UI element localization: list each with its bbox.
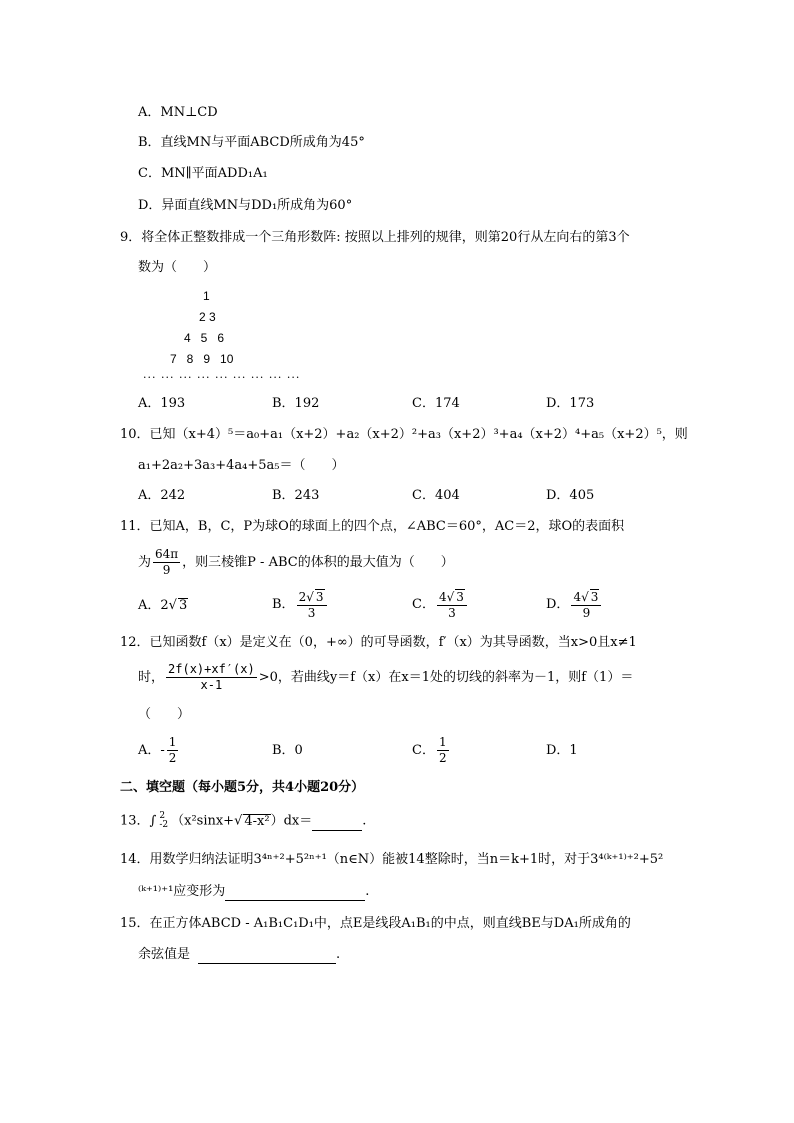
- q8-option-c: C．MN∥平面ADD₁A₁: [138, 166, 268, 181]
- q11-option-c-coef: 4: [438, 589, 447, 604]
- q12-pre: 时，: [138, 670, 165, 685]
- q13-upper-limit: 2: [159, 811, 166, 821]
- q15-stem-line2: [138, 946, 340, 964]
- q9-triangle-ellipsis: ··· ··· ··· ··· ··· ··· ··· ··· ···: [143, 371, 301, 384]
- q9-triangle-row4: 7 8 9 10: [170, 352, 234, 366]
- sqrt-icon: √: [168, 598, 177, 613]
- q11-option-d-radicand: 3: [590, 589, 599, 604]
- q14-tail: .: [365, 884, 370, 899]
- q11-option-b-fraction: [297, 589, 327, 621]
- q12-fraction: [166, 662, 257, 693]
- q11-option-d-num: [571, 589, 601, 606]
- q13-end: ）dx＝: [270, 813, 313, 829]
- q11-option-d-label: D．: [546, 597, 570, 612]
- q11-fraction: [153, 547, 180, 578]
- q10-stem-line1: 10．已知（x+4）⁵＝a₀+a₁（x+2）+a₂（x+2）²+a₃（x+2）³+a₄（x+2）⁴+a₅（x+2）⁵，则: [120, 427, 688, 442]
- q11-option-b-den: 3: [307, 605, 316, 620]
- q10-option-a: A．242: [138, 488, 186, 503]
- q11-option-d: [546, 587, 603, 623]
- q14-line2-pre: ⁽ᵏ⁺¹⁾⁺¹应变形为: [138, 884, 226, 899]
- q12-option-c-num: 1: [438, 735, 447, 749]
- q8-option-a: A．MN⊥CD: [138, 105, 218, 120]
- q15-tail: .: [336, 947, 341, 962]
- q11-option-c-fraction: [437, 589, 467, 621]
- q11-option-c-den: 3: [448, 605, 456, 620]
- section-fill-in-title: 二、填空题（每小题5分，共4小题20分）: [120, 780, 365, 795]
- q12-option-c-fraction: [437, 735, 449, 766]
- q11-option-c-label: C．: [412, 597, 435, 612]
- q14-stem-line1: 14．用数学归纳法证明3⁴ⁿ⁺²+5²ⁿ⁺¹（n∈N）能被14整除时，当n＝k+1时，对于3⁴⁽ᵏ⁺¹⁾⁺²+5²: [120, 852, 664, 867]
- q12-option-d: D．1: [546, 743, 578, 758]
- q8-option-d: D．异面直线MN与DD₁所成角为60°: [138, 198, 353, 213]
- q13-lower-limit: -2: [159, 820, 169, 830]
- q15-line2-pre: 余弦值是: [138, 947, 191, 962]
- q15-answer-blank[interactable]: [198, 949, 336, 964]
- q11-option-c-radicand: 3: [456, 589, 464, 604]
- q8-option-b: B．直线MN与平面ABCD所成角为45°: [138, 135, 365, 150]
- q11-option-c-num: [437, 589, 467, 606]
- q12-option-b: B．0: [272, 743, 303, 758]
- q11-option-a-label: A．2: [138, 598, 169, 613]
- q12-frac-den: x-1: [200, 678, 223, 692]
- q10-option-c: C．404: [412, 488, 460, 503]
- q13-line: [120, 812, 366, 831]
- q14-stem-line2: [138, 883, 369, 901]
- q15-stem-line1: 15．在正方体ABCD - A₁B₁C₁D₁中，点E是线段A₁B₁的中点，则直线BE与DA₁所成角的: [120, 916, 631, 931]
- q11-option-a-radicand: 3: [178, 598, 188, 613]
- q12-stem-line3: （ ）: [138, 707, 191, 722]
- q9-triangle-row3: 4 5 6: [184, 331, 225, 345]
- q11-frac-den: 9: [162, 563, 171, 577]
- q13-body: （x²sinx+: [171, 813, 235, 829]
- q11-pre: 为: [138, 555, 152, 570]
- q10-option-b: B．243: [272, 488, 320, 503]
- q12-option-a-num: 1: [168, 735, 177, 749]
- q11-option-d-fraction: [571, 589, 601, 621]
- q9-option-a: A．193: [138, 396, 186, 411]
- sqrt-icon: √: [581, 589, 589, 604]
- q11-option-b-coef: 2: [298, 589, 307, 604]
- q13-answer-blank[interactable]: [312, 830, 362, 831]
- sqrt-icon: √: [306, 589, 314, 604]
- q11-option-b: [272, 587, 329, 623]
- q12-option-a-den: 2: [168, 751, 177, 765]
- q13-radicand: 4-x²: [244, 813, 270, 829]
- q12-option-c: [412, 733, 451, 769]
- q9-stem-line1: 9．将全体正整数排成一个三角形数阵: 按照以上排列的规律，则第20行从左向右的第3个: [120, 230, 630, 245]
- q9-option-c: C．174: [412, 396, 460, 411]
- q11-option-c: [412, 587, 469, 623]
- q11-option-b-num: [297, 589, 327, 606]
- sqrt-icon: √: [234, 813, 243, 829]
- q9-stem-line2: 数为（ ）: [138, 260, 217, 275]
- q12-stem-line2: [138, 660, 633, 696]
- q14-answer-blank[interactable]: [225, 886, 365, 901]
- q12-option-a: [138, 733, 180, 769]
- q13-tail: .: [362, 813, 367, 829]
- q11-option-a: [138, 597, 188, 615]
- q11-stem-line1: 11．已知A，B，C，P为球O的球面上的四个点，∠ABC＝60°，AC＝2，球O的表面积: [120, 519, 625, 534]
- q12-option-c-den: 2: [438, 751, 447, 765]
- q11-post: ，则三棱锥P - ABC的体积的最大值为（ ）: [182, 555, 454, 570]
- q12-option-a-fraction: [167, 735, 179, 766]
- q11-option-b-radicand: 3: [315, 589, 324, 604]
- q11-option-b-label: B．: [272, 597, 295, 612]
- q11-frac-num: 64π: [155, 547, 179, 561]
- q12-frac-num: 2f(x)+xf′(x): [168, 662, 255, 676]
- q12-option-a-label: A．-: [138, 743, 165, 758]
- q9-option-b: B．192: [272, 396, 320, 411]
- q11-option-d-den: 9: [582, 605, 591, 620]
- q11-stem-line2: [138, 545, 454, 581]
- q12-post: >0，若曲线y＝f（x）在x＝1处的切线的斜率为－1，则f（1）＝: [258, 670, 634, 685]
- sqrt-icon: √: [446, 589, 455, 604]
- q9-triangle-row2: 2 3: [199, 310, 216, 324]
- q10-stem-line2: a₁+2a₂+3a₃+4a₄+5a₅＝（ ）: [138, 458, 345, 473]
- q11-option-d-coef: 4: [573, 589, 582, 604]
- q9-triangle-row1: 1: [203, 289, 210, 303]
- q12-stem-line1: 12．已知函数f（x）是定义在（0，+∞）的可导函数，f′（x）为其导函数，当x>0且x≠1: [120, 635, 637, 650]
- q9-option-d: D．173: [546, 396, 595, 411]
- q12-option-c-label: C．: [412, 743, 435, 758]
- q13-pre: 13．∫: [120, 813, 157, 829]
- q10-option-d: D．405: [546, 488, 595, 503]
- q13-integral-limits: [159, 812, 168, 830]
